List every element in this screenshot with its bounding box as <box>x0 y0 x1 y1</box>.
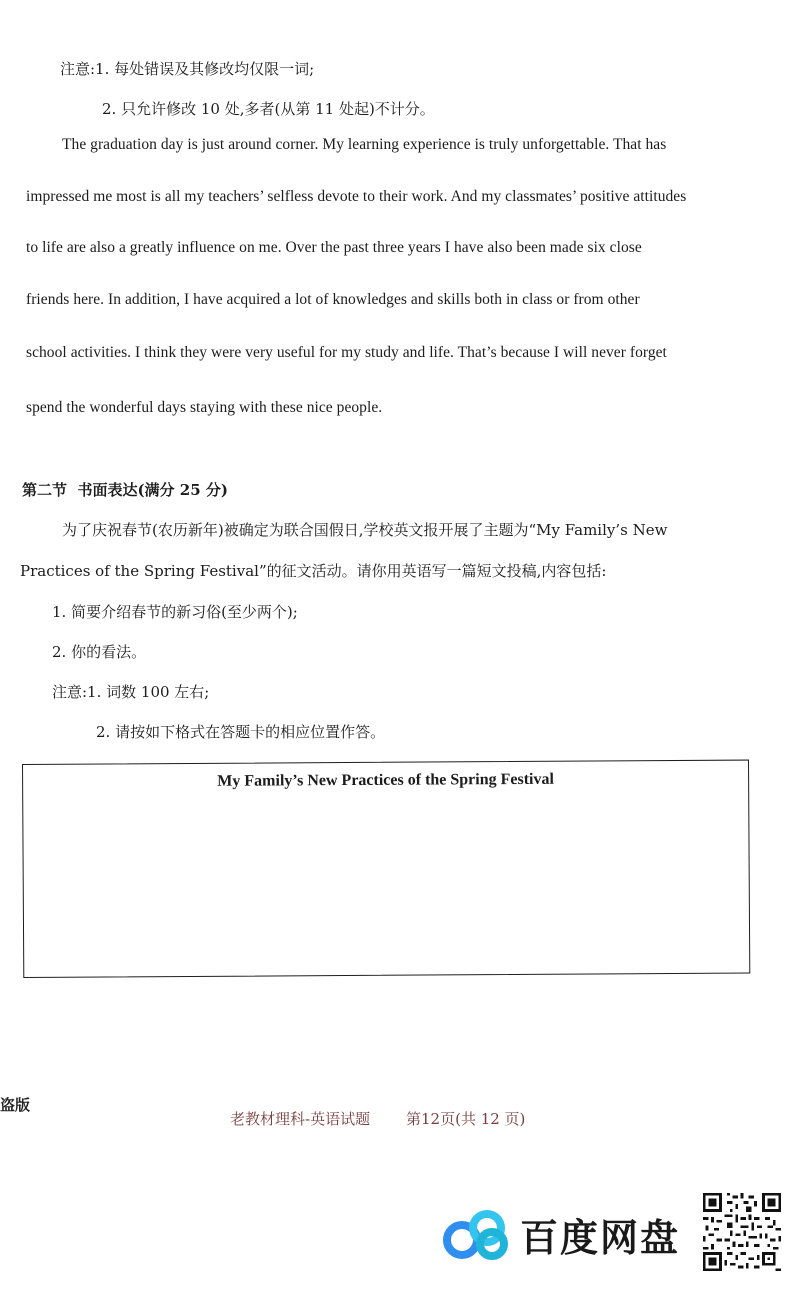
writing-note-1: 注意:1. 词数 100 左右; <box>52 683 210 701</box>
passage-line: The graduation day is just around corner. My learning experience is truly unforgettable. That has <box>62 136 667 153</box>
passage-line: school activities. I think they were very useful for my study and life. That’s because I will never forget <box>26 344 667 361</box>
error-correction-note-2: 2. 只允许修改 10 处,多者(从第 11 处起)不计分。 <box>102 100 435 118</box>
requirement-item-2: 2. 你的看法。 <box>52 643 147 661</box>
writing-prompt-line-1: 为了庆祝春节(农历新年)被确定为联合国假日,学校英文报开展了主题为“My Family’s New <box>62 521 668 539</box>
footer-page-number: 第12页(共 12 页) <box>406 1110 526 1128</box>
cloud-logo-icon <box>440 1206 512 1262</box>
section-heading: 第二节 书面表达(满分 25 分) <box>22 481 228 499</box>
brand-name: 百度网盘 <box>520 1215 681 1260</box>
answer-box <box>22 760 750 978</box>
answer-box-title: My Family’s New Practices of the Spring Festival <box>217 770 554 790</box>
passage-line: impressed me most is all my teachers’ selfless devote to their work. And my classmates’ positive attitudes <box>26 188 687 205</box>
writing-prompt-line-2: Practices of the Spring Festival”的征文活动。请你用英语写一篇短文投稿,内容包括: <box>20 562 607 580</box>
baidu-netdisk-watermark <box>440 1206 680 1262</box>
piracy-mark: 盗版 <box>0 1096 31 1114</box>
passage-line: friends here. In addition, I have acquired a lot of knowledges and skills both in class or from other <box>26 291 640 308</box>
qr-code-icon <box>703 1193 781 1271</box>
footer-subject: 老教材理科-英语试题 <box>230 1110 371 1128</box>
error-correction-note-1: 注意:1. 每处错误及其修改均仅限一词; <box>60 60 315 78</box>
passage-line: spend the wonderful days staying with these nice people. <box>26 399 383 416</box>
writing-note-2: 2. 请按如下格式在答题卡的相应位置作答。 <box>96 723 386 741</box>
passage-line: to life are also a greatly influence on me. Over the past three years I have also been made six close <box>26 239 642 256</box>
requirement-item-1: 1. 简要介绍春节的新习俗(至少两个); <box>52 603 298 621</box>
